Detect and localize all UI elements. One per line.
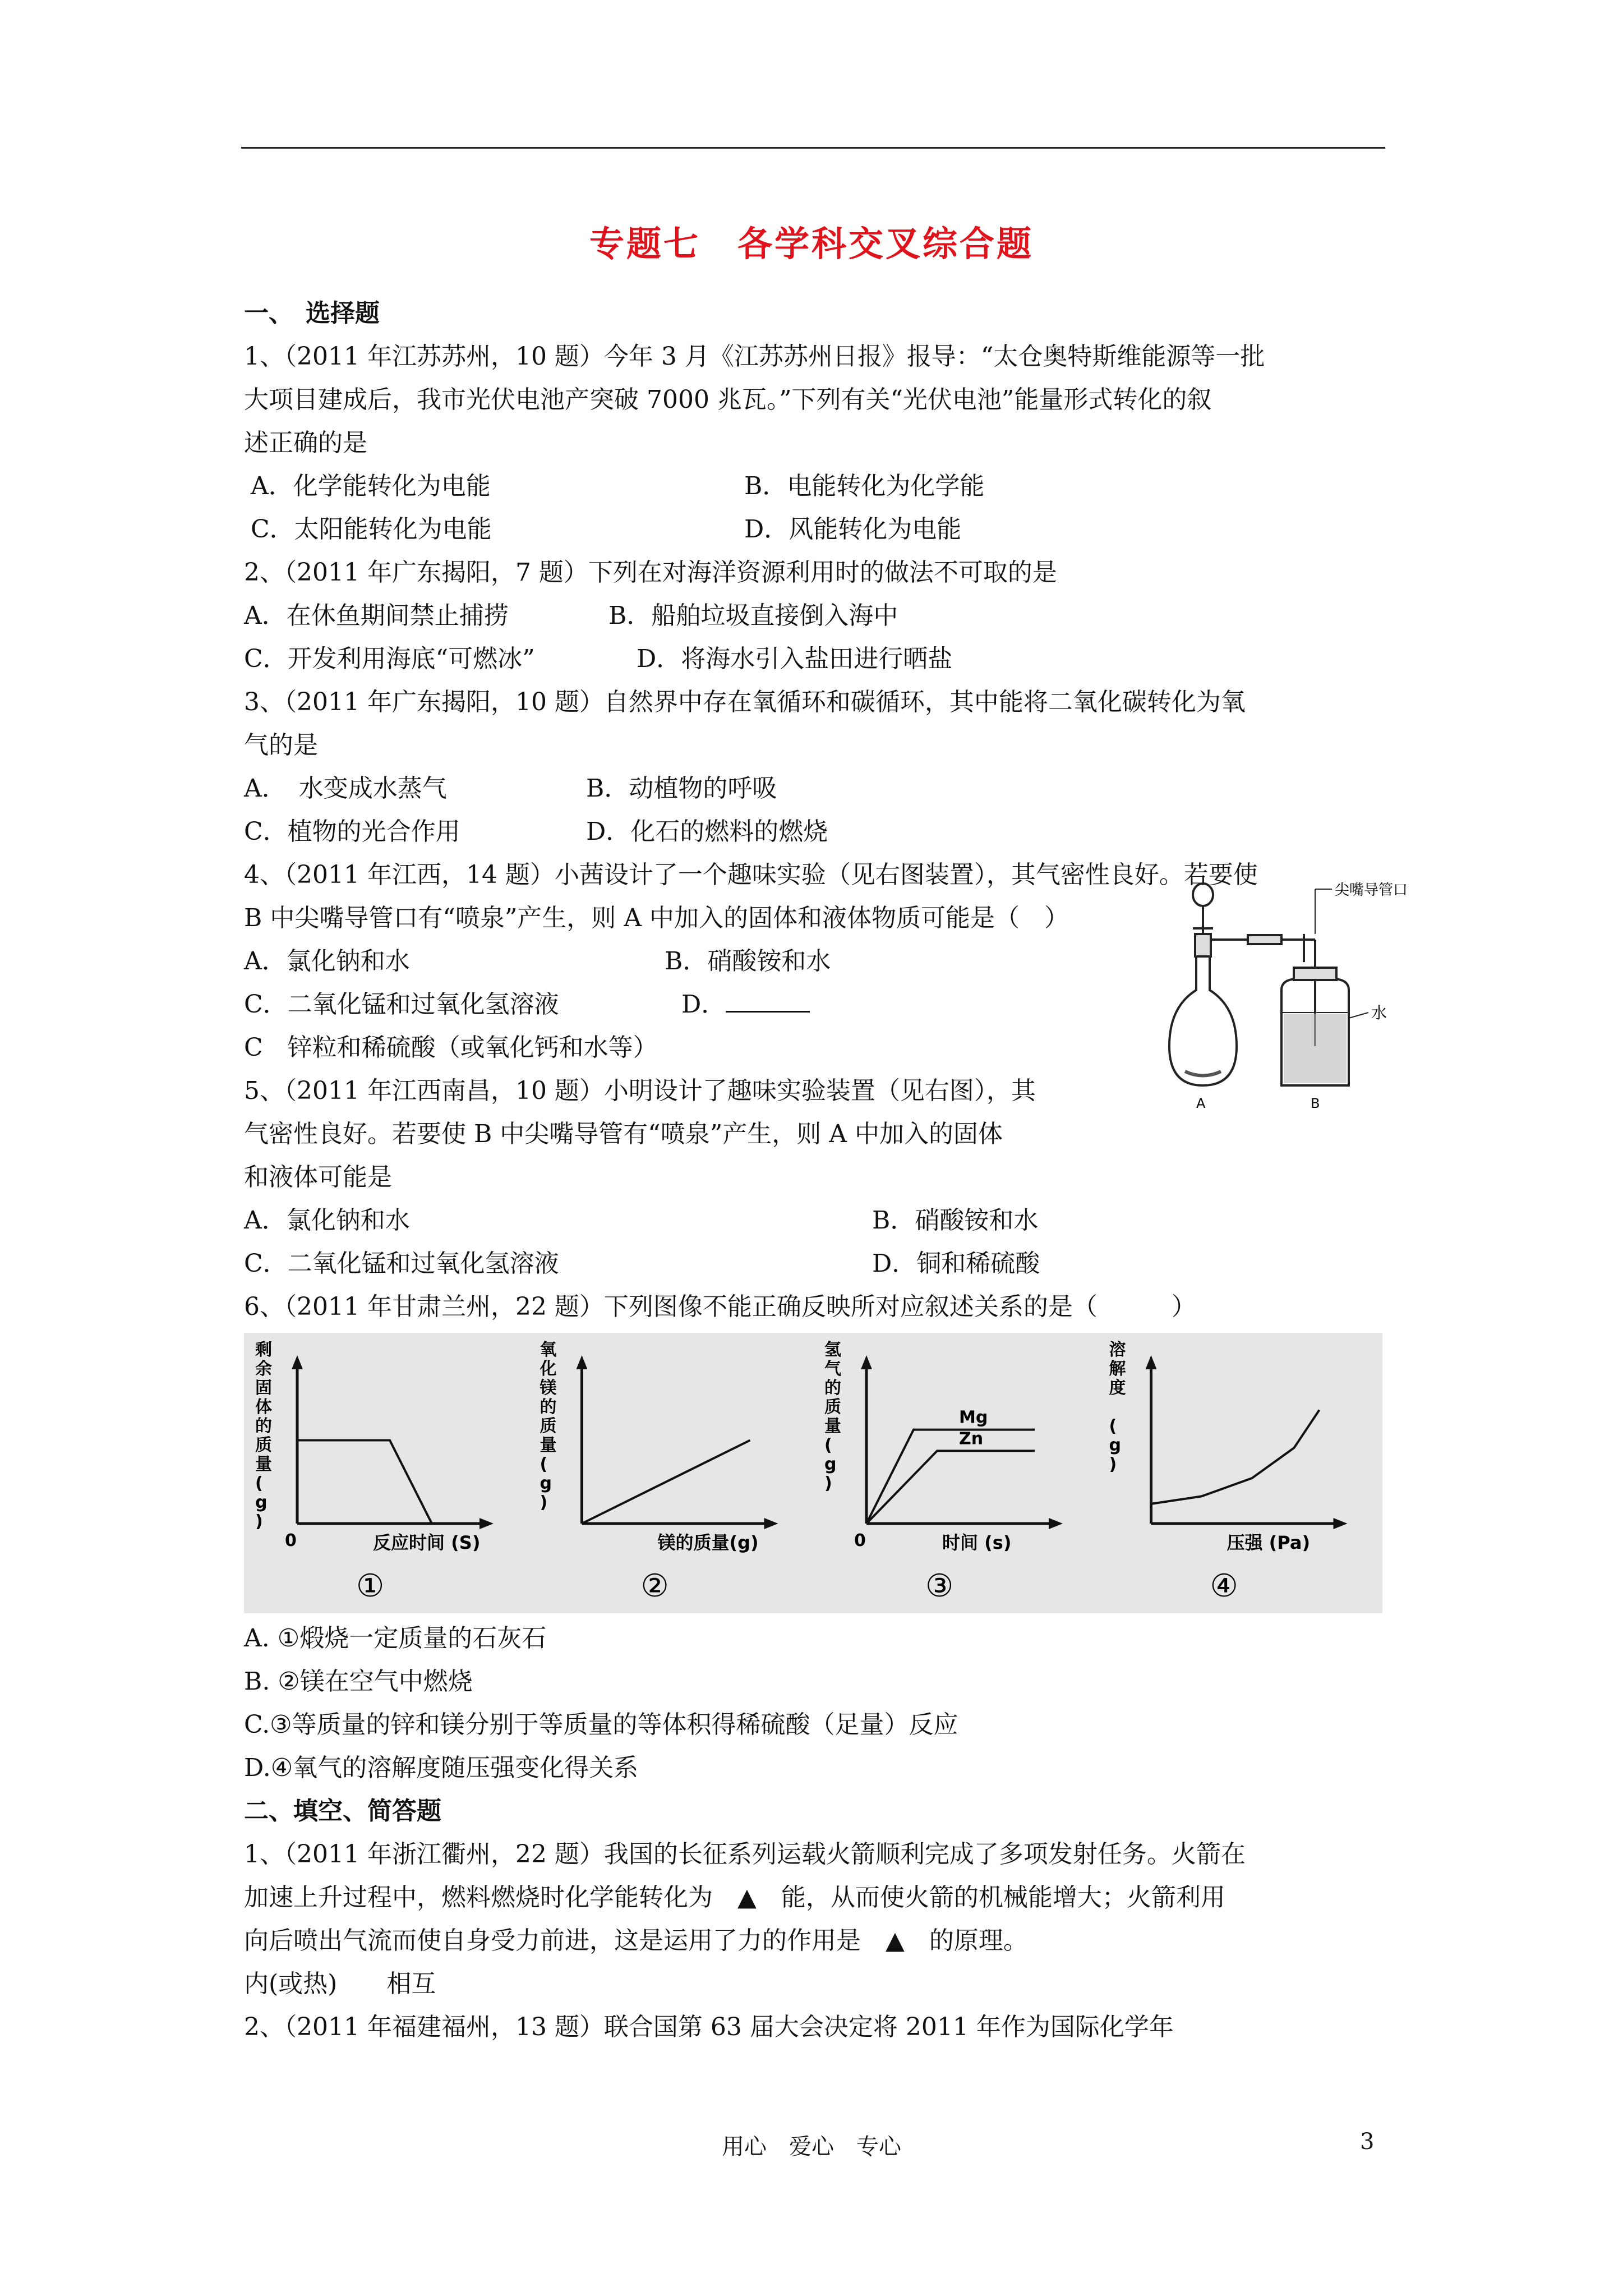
q1-options-cd: [244, 508, 1382, 551]
graph-1-ylabel-char: 固: [255, 1378, 272, 1398]
graph-2-ylabel-char: 氧: [540, 1340, 557, 1360]
q2-stem: 2、（2011 年广东揭阳，7 题）下列在对海洋资源利用时的做法不可取的是: [244, 558, 1057, 587]
page-title: 专题七 各学科交叉综合题: [589, 223, 1034, 264]
q6-option-b: B. ②镁在空气中燃烧: [244, 1667, 473, 1696]
f1-answer: 内(或热) 相互: [244, 1970, 436, 1998]
graph-4-ylabel-char: 解: [1109, 1359, 1126, 1379]
q4-stem-1: 4、（2011 年江西，14 题）小茜设计了一个趣味实验（见右图装置），其气密性良好。若要使: [244, 861, 1258, 889]
graph-3-series-label: Zn: [959, 1429, 984, 1449]
dropping-funnel-bulb: [1193, 884, 1213, 906]
q1-option-a: A．化学能转化为电能: [251, 472, 491, 500]
q2-option-d: D．将海水引入盐田进行晒盐: [637, 645, 953, 673]
graph-4-number-label: ④: [1210, 1568, 1238, 1604]
q1-option-b: B．电能转化为化学能: [744, 472, 985, 500]
q3-option-d: D．化石的燃料的燃烧: [586, 817, 828, 846]
q3-stem-1: 3、（2011 年广东揭阳，10 题）自然界中存在氧循环和碳循环，其中能将二氧化碳转化为氧: [244, 688, 1246, 716]
q1-stem-3: 述正确的是: [244, 429, 367, 457]
q3-stem-2: 气的是: [244, 731, 318, 760]
q4-answer: C 锌粒和稀硫酸（或氧化钙和水等）: [244, 1033, 658, 1062]
graph-3-ylabel-char: 质: [824, 1397, 841, 1417]
q2-option-a: A．在休鱼期间禁止捕捞: [244, 601, 509, 630]
q1-options-ab: [244, 464, 1382, 508]
q2-option-c: C．开发利用海底“可燃冰”: [244, 645, 535, 673]
header-rule: [241, 147, 1385, 149]
graph-1-ylabel-char: 余: [255, 1359, 272, 1379]
q4-option-d: [681, 983, 810, 1026]
graph-1-ylabel-char: 质: [255, 1435, 272, 1455]
q4-option-d-label: D．: [681, 990, 726, 1019]
q1-stem-1: 1、（2011 年江苏苏州，10 题）今年 3 月《江苏苏州日报》报导：“太仓奥特斯维能源等一批: [244, 342, 1265, 371]
q5-stem-3: 和液体可能是: [244, 1163, 392, 1191]
q5-option-d: D．铜和稀硫酸: [872, 1249, 1040, 1278]
graph-1-ylabel-char: 量: [255, 1455, 272, 1474]
graph-2-ylabel-char: 质: [540, 1416, 557, 1436]
graph-3-xlabel: 时间 (s): [942, 1532, 1012, 1553]
graph-1-ylabel-char: 的: [255, 1416, 272, 1436]
graph-2-xlabel: 镁的质量(g): [657, 1532, 759, 1553]
nozzle-label: 尖嘴导管口: [1335, 882, 1408, 899]
q2-options-cd: [244, 637, 1382, 680]
graph-3-ylabel-char: ): [824, 1474, 832, 1493]
q2-options-ab: [244, 594, 1382, 637]
q3-option-a: A． 水变成水蒸气: [244, 774, 447, 803]
water-label: 水: [1371, 1004, 1387, 1022]
q3-option-c: C．植物的光合作用: [244, 817, 460, 846]
page-footer: 用心 爱心 专心: [722, 2134, 901, 2160]
graph-4-ylabel-char: (: [1109, 1416, 1117, 1436]
graph-3-ylabel-char: 氢: [824, 1340, 841, 1360]
graph-4-ylabel-char: g: [1109, 1435, 1121, 1455]
graph-4-xlabel: 压强 (Pa): [1227, 1532, 1311, 1553]
bottle-b-label: B: [1311, 1096, 1320, 1111]
graph-2-ylabel-char: 的: [540, 1397, 557, 1417]
q6-option-d: D.④氧气的溶解度随压强变化得关系: [244, 1754, 639, 1782]
graph-3-ylabel-char: g: [824, 1455, 837, 1474]
q5-option-b: B．硝酸铵和水: [872, 1206, 1039, 1235]
graph-4-ylabel-char: ): [1109, 1455, 1117, 1474]
answer-blank: [726, 988, 810, 1013]
section-heading-fill: 二、填空、简答题: [244, 1797, 441, 1825]
q6-option-c: C.③等质量的锌和镁分别于等质量的等体积得稀硫酸（足量）反应: [244, 1710, 958, 1739]
q5-option-c: C．二氧化锰和过氧化氢溶液: [244, 1249, 559, 1278]
f1-stem-3: 向后喷出气流而使自身受力前进，这是运用了力的作用是 ▲ 的原理。: [244, 1926, 1028, 1955]
graph-2-ylabel-char: g: [540, 1474, 552, 1493]
graph-1-ylabel-char: 剩: [255, 1340, 272, 1360]
q5-stem-1: 5、（2011 年江西南昌，10 题）小明设计了趣味实验装置（见右图），其: [244, 1076, 1036, 1105]
q5-option-a: A．氯化钠和水: [244, 1206, 410, 1235]
q1-option-c: C．太阳能转化为电能: [251, 515, 492, 544]
graph-2-number-label: ②: [640, 1568, 669, 1604]
graph-3-ylabel-char: 气: [824, 1359, 841, 1379]
graph-2-ylabel-char: 化: [540, 1359, 557, 1379]
q4-option-a: A．氯化钠和水: [244, 947, 410, 976]
q3-options-cd: [244, 810, 1382, 853]
graph-1-ylabel-char: ): [255, 1512, 263, 1531]
q5-options-ab: [244, 1199, 1382, 1242]
graph-3-series-label: Mg: [959, 1407, 988, 1428]
graph-2-ylabel-char: 量: [540, 1435, 557, 1455]
graph-1-ylabel-char: 体: [255, 1397, 272, 1417]
graph-3-ylabel-char: 的: [824, 1378, 841, 1398]
q6-graphs-figure: [244, 1333, 1382, 1613]
graph-3-number-label: ③: [925, 1568, 954, 1604]
section-heading-choice: 一、 选择题: [244, 299, 380, 328]
graph-1-ylabel-char: g: [255, 1493, 268, 1512]
graph-3-ylabel-char: (: [824, 1435, 832, 1455]
q1-option-d: D．风能转化为电能: [744, 515, 962, 544]
graph-2-ylabel-char: ): [540, 1493, 548, 1512]
graph-4-ylabel-char: 溶: [1109, 1340, 1126, 1360]
q4-option-c: C．二氧化锰和过氧化氢溶液: [244, 990, 559, 1019]
f1-stem-2: 加速上升过程中，燃料燃烧时化学能转化为 ▲ 能，从而使火箭的机械能增大；火箭利用: [244, 1883, 1225, 1912]
graph-1-origin: 0: [285, 1531, 297, 1550]
graph-1-xlabel: 反应时间 (S): [373, 1532, 481, 1553]
graph-4-ylabel-char: 度: [1109, 1378, 1126, 1398]
content-body: [244, 292, 1408, 2049]
flask-a-label: A: [1196, 1096, 1206, 1111]
flask-a: [1169, 956, 1237, 1085]
graph-1-ylabel-char: (: [255, 1474, 263, 1493]
q2-option-b: B．船舶垃圾直接倒入海中: [608, 601, 898, 630]
q4-option-b: B．硝酸铵和水: [665, 947, 831, 976]
q3-options-ab: [244, 767, 1382, 810]
page-number: 3: [1360, 2129, 1375, 2155]
graph-3-ylabel-char: 量: [824, 1416, 841, 1436]
q6-stem: 6、（2011 年甘肃兰州，22 题）下列图像不能正确反映所对应叙述关系的是（ ）: [244, 1292, 1196, 1321]
q5-options-cd: [244, 1242, 1382, 1285]
graph-2-ylabel-char: (: [540, 1455, 548, 1474]
q4-stem-2: B 中尖嘴导管口有“喷泉”产生，则 A 中加入的固体和液体物质可能是（ ）: [244, 904, 1069, 932]
graph-3-origin: 0: [854, 1531, 866, 1550]
q5-stem-2: 气密性良好。若要使 B 中尖嘴导管有“喷泉”产生，则 A 中加入的固体: [244, 1120, 1003, 1148]
f2-stem-1: 2、（2011 年福建福州，13 题）联合国第 63 届大会决定将 2011 年作为国际化学年: [244, 2013, 1174, 2041]
q1-stem-2: 大项目建成后，我市光伏电池产突破 7000 兆瓦。”下列有关“光伏电池”能量形式转化的叙: [244, 385, 1212, 414]
q3-option-b: B．动植物的呼吸: [586, 774, 777, 803]
graph-1-number-label: ①: [356, 1568, 385, 1604]
q6-option-a: A. ①煅烧一定质量的石灰石: [244, 1624, 547, 1653]
graph-2-ylabel-char: 镁: [540, 1378, 557, 1398]
f1-stem-1: 1、（2011 年浙江衢州，22 题）我国的长征系列运载火箭顺利完成了多项发射任务。火箭在: [244, 1840, 1246, 1869]
fountain-apparatus-figure: [1164, 878, 1455, 1114]
